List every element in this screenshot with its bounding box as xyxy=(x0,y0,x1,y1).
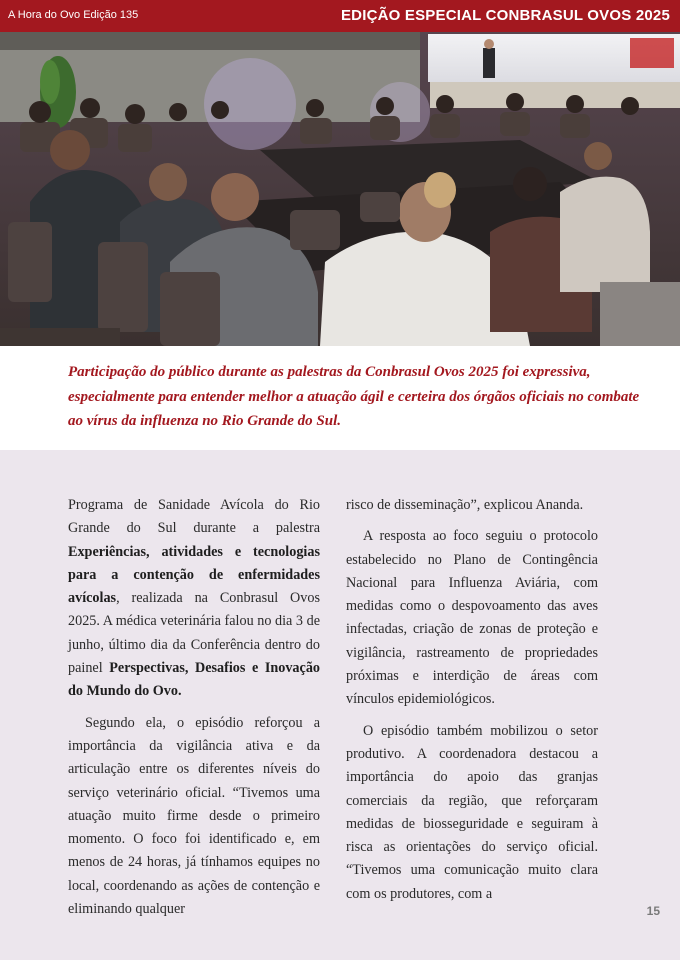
article-paragraph: Segundo ela, o episódio reforçou a importância da vigilância ativa e da articulação entre os diferentes níveis do serviço veterinário oficial. “Tivemos uma atuação muito firme desde o primeiro momento. O foco foi identificado e, em menos de 24 horas, já tínhamos equipes no local, coordenando as ações de contenção e eliminando qualquer xyxy=(68,714,320,918)
paragraph-text: Programa de Sanidade Avícola do Rio Grande do Sul durante a palestra xyxy=(68,497,320,537)
page-header xyxy=(0,0,680,32)
caption-box xyxy=(0,346,680,450)
article-paragraph xyxy=(68,494,320,704)
article-column-left xyxy=(68,494,320,921)
conference-audience-photo xyxy=(0,32,680,346)
panel-title: Perspectivas, Desafios e Inovação do Mundo do Ovo. xyxy=(68,660,321,700)
article-paragraph: O episódio também mobilizou o setor produtivo. A coordenadora destacou a importância do apoio das granjas comerciais da região, que reforçaram medidas de biosseguridade e seguiram à risca as orientações do serviço oficial. “Tivemos uma comunicação muito clara com os produtores, com a xyxy=(346,722,598,902)
publication-edition: A Hora do Ovo Edição 135 xyxy=(8,9,139,21)
article-paragraph: A resposta ao foco seguiu o protocolo estabelecido no Plano de Contingência Nacional para Influenza Aviária, com medidas como o despovoamento das aves infectadas, criação de zonas de proteção e vigilância, rastreamento de propriedades próximas e interdição de áreas com vínculos epidemiológicos. xyxy=(346,528,598,708)
page-number: 15 xyxy=(646,904,660,918)
section-title: EDIÇÃO ESPECIAL CONBRASUL OVOS 2025 xyxy=(340,7,670,24)
talk-title: Experiências, atividades e tecnologias para a contenção de enfermidades avícolas xyxy=(68,543,320,607)
paragraph-text: , realizada na Conbrasul Ovos 2025. A médica veterinária falou no dia 3 de junho, último dia da Conferência dentro do painel xyxy=(68,590,320,677)
photo-caption: Participação do público durante as palestras da Conbrasul Ovos 2025 foi expressiva, especialmente para entender melhor a atuação ágil e certeira dos órgãos oficiais no combate ao vírus da influenza no Rio Grande do Sul. xyxy=(68,364,640,429)
article-column-right xyxy=(346,494,598,906)
article-paragraph: risco de disseminação”, explicou Ananda. xyxy=(346,497,584,513)
